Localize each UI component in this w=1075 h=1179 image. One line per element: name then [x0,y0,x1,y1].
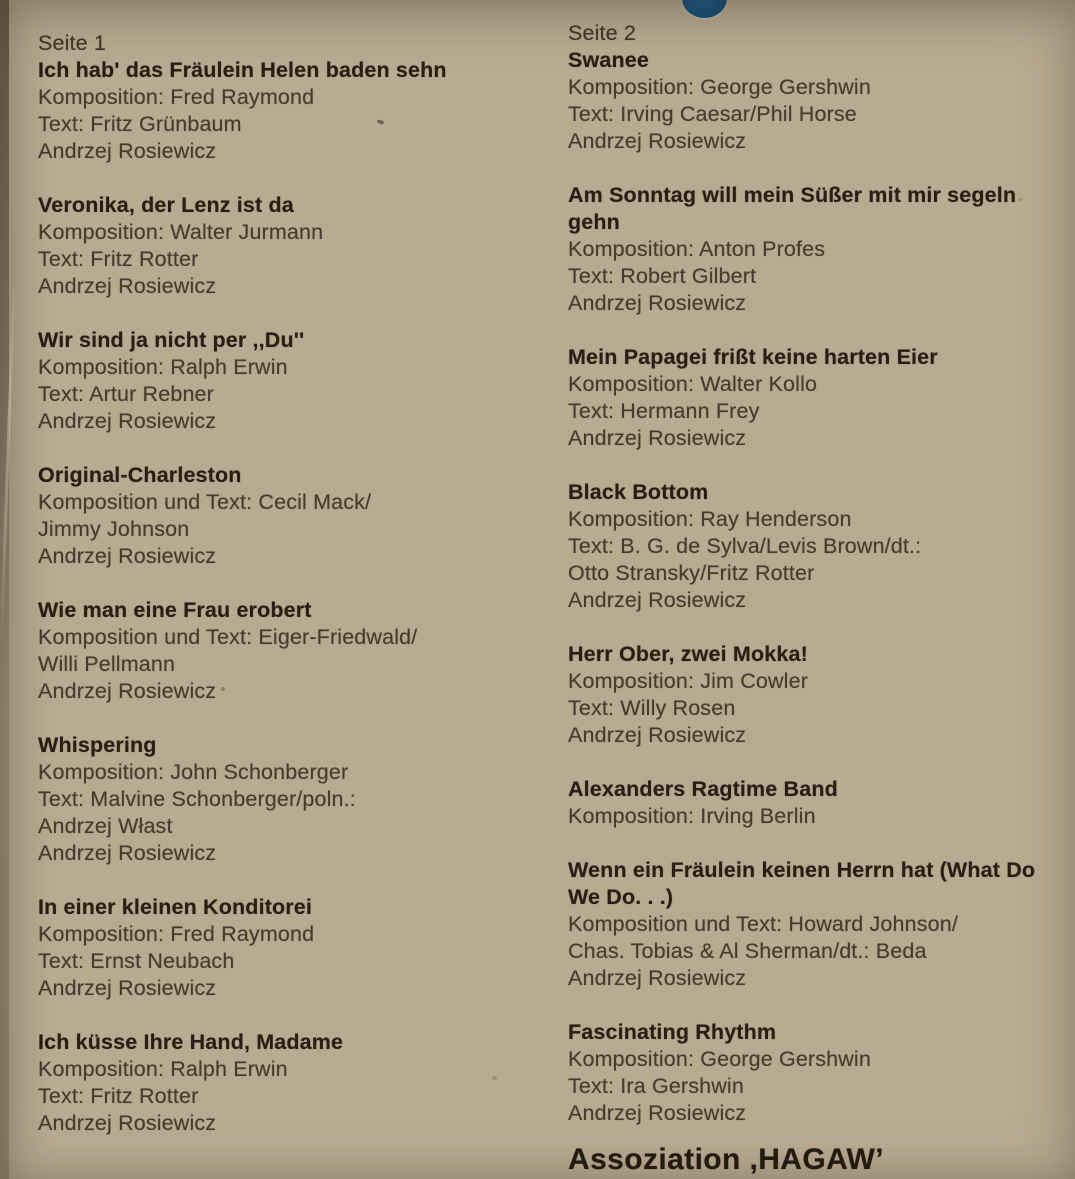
track-credit-line: Andrzej Rosiewicz [38,679,217,703]
track-credit-line: Komposition und Text: Eiger-Friedwald/ [38,625,418,649]
track-title: Herr Ober, zwei Mokka! [568,642,808,666]
side-2-track-list [568,47,1040,1127]
side-2-label: Seite 2 [568,21,636,45]
track-credit-line: Text: Ernst Neubach [38,949,235,973]
track-title: Mein Papagei frißt keine harten Eier [568,345,938,369]
track-entry [38,597,520,705]
track-credit-line: Text: Fritz Rotter [38,1084,199,1108]
track-credit-line: Andrzej Rosiewicz [568,426,747,450]
track-credit-line: Andrzej Rosiewicz [38,409,217,433]
track-credit-line: Andrzej Rosiewicz [38,1111,217,1135]
side-1-label: Seite 1 [38,31,106,55]
track-entry [38,894,520,1002]
track-credit-line: Andrzej Rosiewicz [568,129,747,153]
track-entry [38,192,520,300]
track-credit-line: Text: Fritz Grünbaum [38,112,242,136]
track-entry [568,47,1040,155]
track-title: In einer kleinen Konditorei [38,895,313,919]
track-credit-line: Andrzej Rosiewicz [568,966,747,990]
track-credit-line: Komposition: Ralph Erwin [38,1057,288,1081]
track-credit-line: Komposition: George Gershwin [568,1047,871,1071]
track-credit-line: Text: Willy Rosen [568,696,736,720]
track-entry [38,462,520,570]
track-credit-line: Text: Artur Rebner [38,382,214,406]
track-credit-line: Komposition und Text: Howard Johnson/ [568,912,958,936]
blue-dot-mark [682,0,727,18]
track-credit-line: Komposition: Ray Henderson [568,507,852,531]
track-credit-line: Andrzej Rosiewicz [38,544,217,568]
track-entry [38,57,520,165]
track-credit-line: Andrzej Rosiewicz [38,841,217,865]
track-title: Ich küsse Ihre Hand, Madame [38,1030,344,1054]
track-credit-line: Text: B. G. de Sylva/Levis Brown/dt.: [568,534,922,558]
track-credit-line: Komposition: George Gershwin [568,75,871,99]
track-credit-line: Andrzej Rosiewicz [38,976,217,1000]
track-credit-line: Komposition: John Schonberger [38,760,349,784]
track-title: Wir sind ja nicht per ,,Du'' [38,328,305,352]
track-credit-line: Andrzej Rosiewicz [568,588,747,612]
side-2-column [568,20,1040,1177]
track-entry [568,641,1040,749]
track-credit-line: Komposition und Text: Cecil Mack/ [38,490,372,514]
track-credit-line: Komposition: Anton Profes [568,237,826,261]
track-credit-line: Chas. Tobias & Al Sherman/dt.: Beda [568,939,927,963]
artist-heading: Assoziation ,HAGAW’ [568,1143,884,1176]
track-credit-line: Text: Ira Gershwin [568,1074,744,1098]
track-title: Wie man eine Frau erobert [38,598,312,622]
track-credit-line: Komposition: Jim Cowler [568,669,809,693]
track-credit-line: Andrzej Rosiewicz [568,723,747,747]
track-credit-line: Komposition: Ralph Erwin [38,355,288,379]
track-title: Original-Charleston [38,463,242,487]
track-entry [38,732,520,867]
track-credit-line: Andrzej Rosiewicz [38,139,217,163]
track-credit-line: Komposition: Walter Jurmann [38,220,324,244]
track-credit-line: Andrzej Rosiewicz [568,1101,747,1125]
track-credit-line: Andrzej Włast [38,814,173,838]
track-entry [38,327,520,435]
track-entry [568,344,1040,452]
track-credit-line: Text: Fritz Rotter [38,247,199,271]
track-entry [568,776,1040,830]
side-1-column [38,30,520,1137]
track-title: Am Sonntag will mein Süßer mit mir segeln gehn [568,183,1017,234]
track-title: Black Bottom [568,480,709,504]
track-title: Ich hab' das Fräulein Helen baden sehn [38,58,447,82]
side-1-track-list [38,57,520,1137]
track-credit-line: Text: Robert Gilbert [568,264,757,288]
track-credit-line: Komposition: Irving Berlin [568,804,816,828]
track-credit-line: Komposition: Walter Kollo [568,372,818,396]
track-credit-line: Willi Pellmann [38,652,176,676]
track-title: Veronika, der Lenz ist da [38,193,294,217]
track-entry [568,1019,1040,1127]
track-credit-line: Otto Stransky/Fritz Rotter [568,561,815,585]
track-credit-line: Andrzej Rosiewicz [38,274,217,298]
track-title: Fascinating Rhythm [568,1020,777,1044]
track-credit-line: Andrzej Rosiewicz [568,291,747,315]
track-credit-line: Text: Malvine Schonberger/poln.: [38,787,356,811]
track-credit-line: Komposition: Fred Raymond [38,85,315,109]
track-title: Whispering [38,733,157,757]
track-credit-line: Jimmy Johnson [38,517,190,541]
track-credit-line: Text: Hermann Frey [568,399,760,423]
track-title: Alexanders Ragtime Band [568,777,838,801]
track-title: Wenn ein Fräulein keinen Herrn hat (What Do We Do. . .) [568,858,1036,909]
track-credit-line: Text: Irving Caesar/Phil Horse [568,102,857,126]
track-title: Swanee [568,48,649,72]
track-entry [568,182,1040,317]
track-credit-line: Komposition: Fred Raymond [38,922,315,946]
track-entry [38,1029,520,1137]
track-entry [568,479,1040,614]
track-entry [568,857,1040,992]
